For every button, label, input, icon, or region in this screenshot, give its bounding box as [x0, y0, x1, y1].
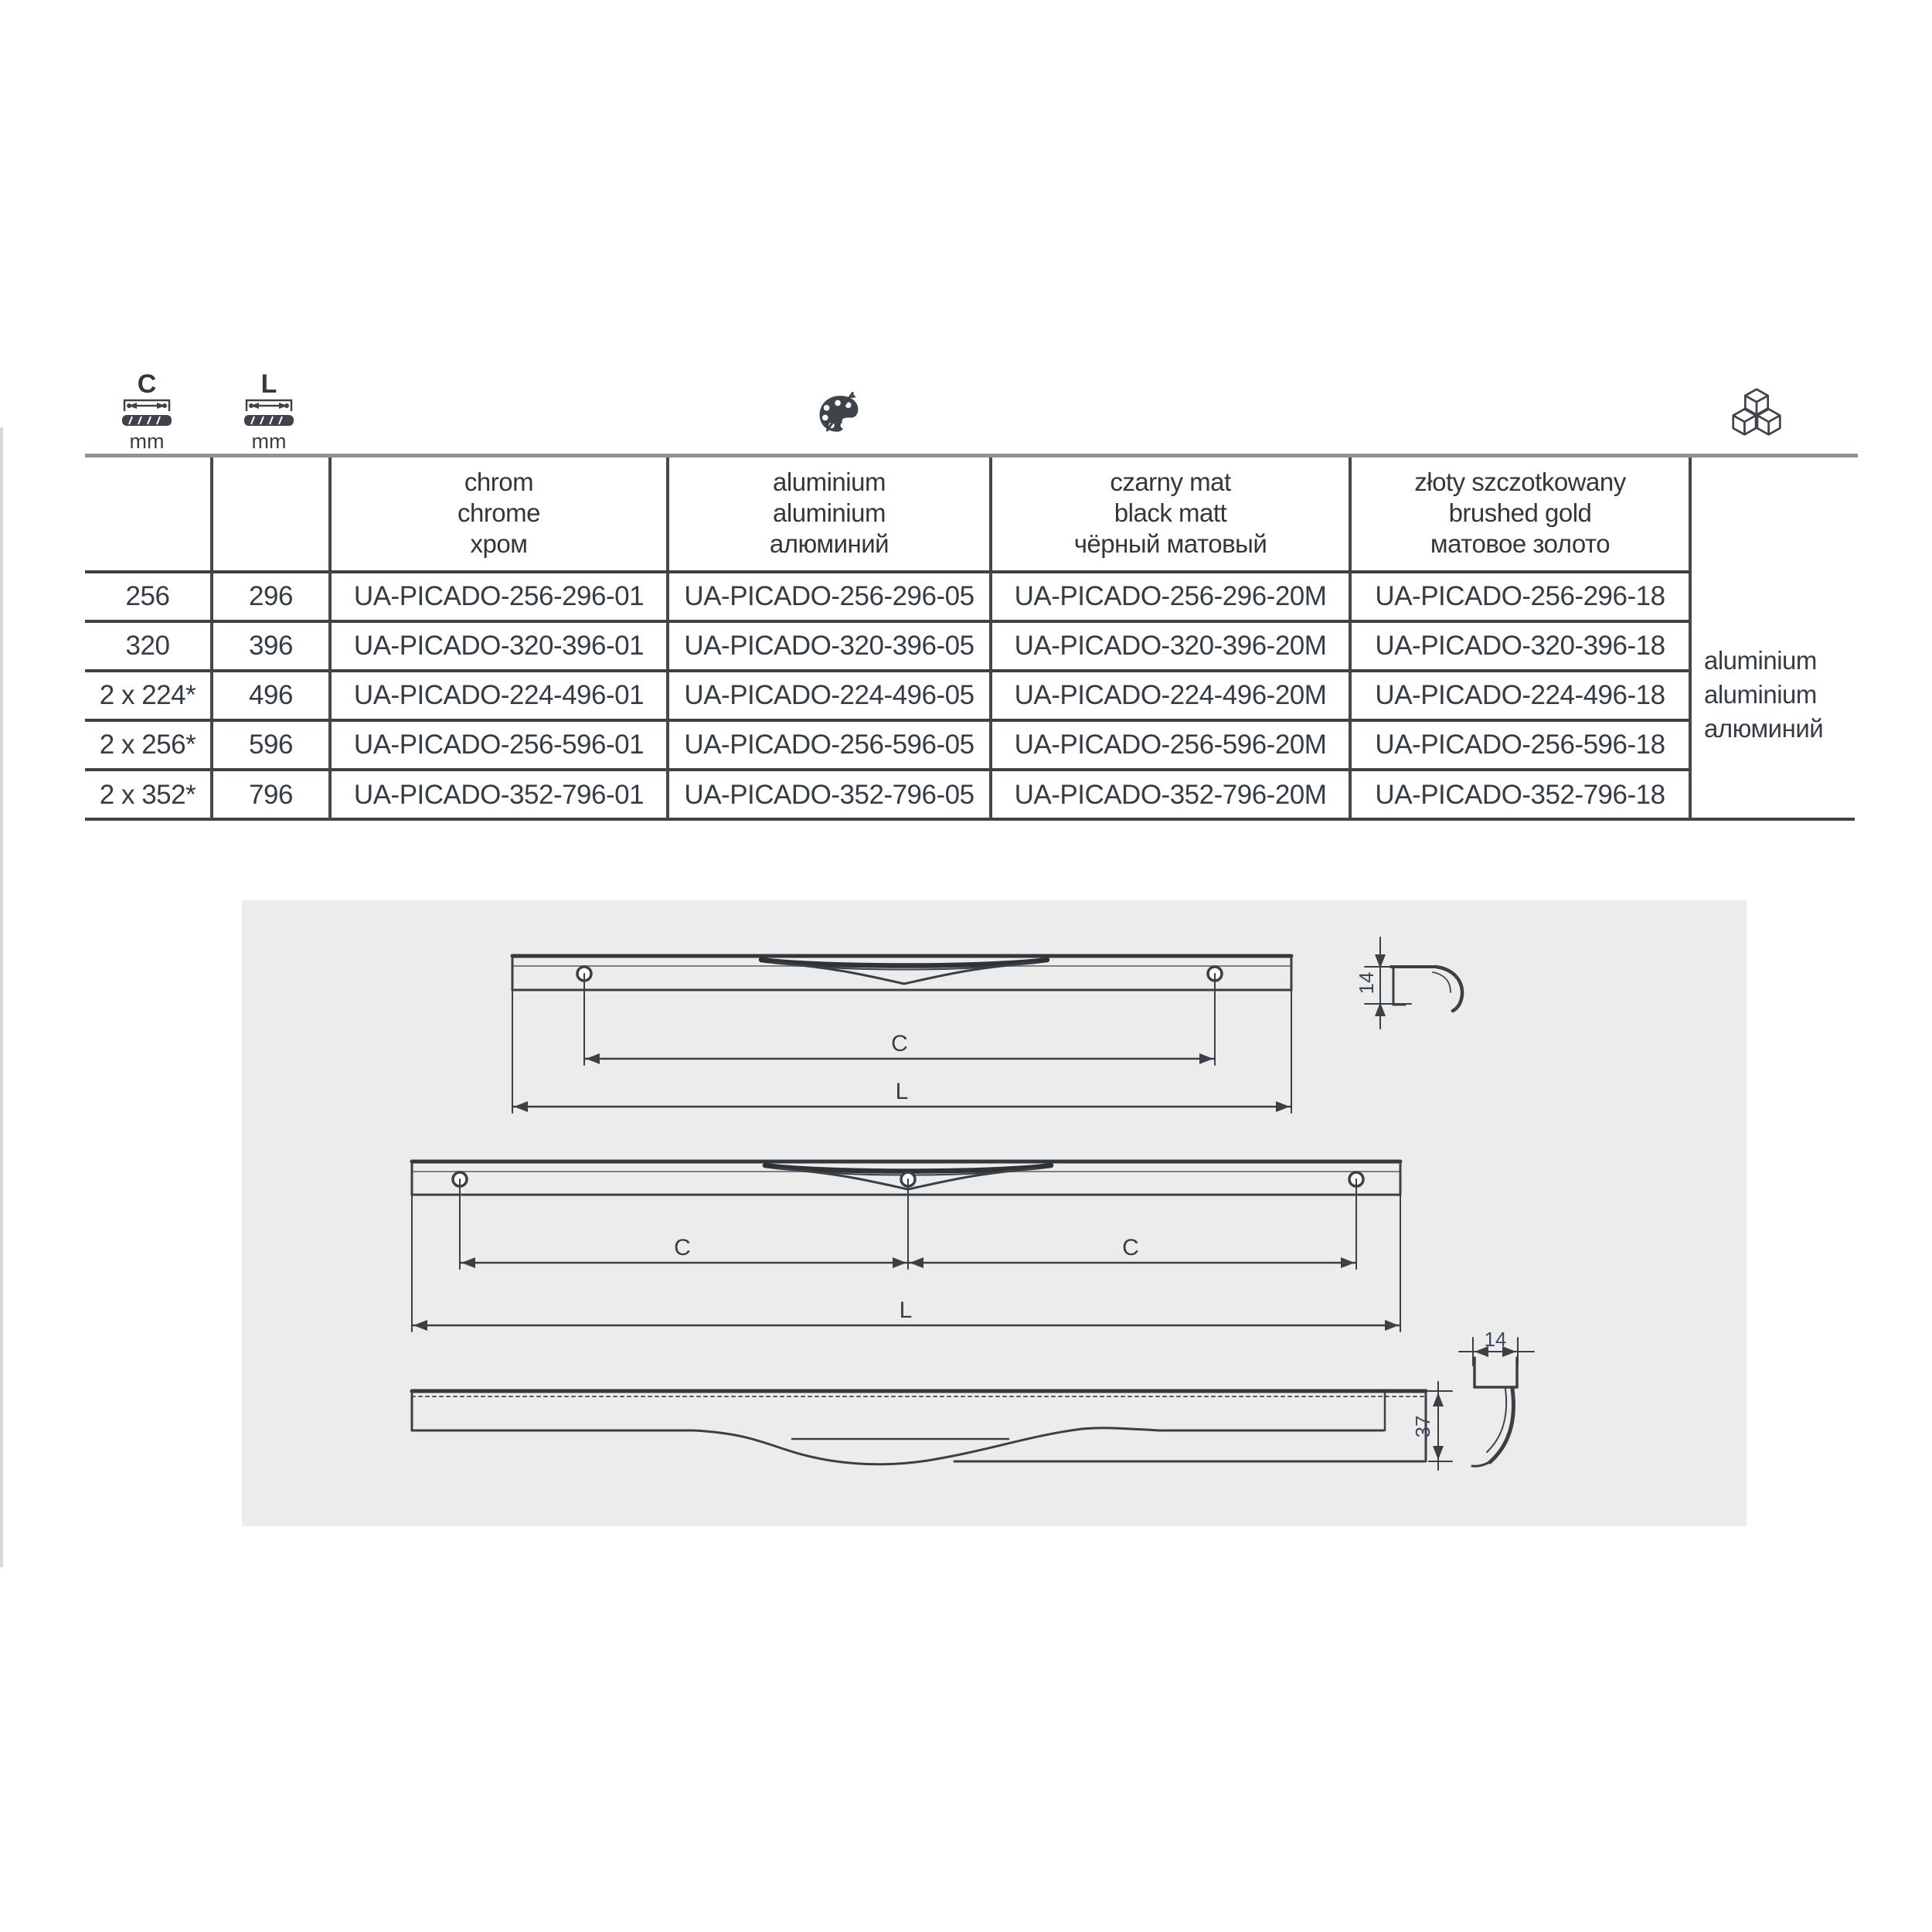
size-l-cell: 496 — [210, 669, 328, 719]
product-code-cell: UA-PICADO-352-796-05 — [666, 768, 989, 819]
handle-side-view — [412, 1382, 1452, 1470]
product-code-cell: UA-PICADO-320-396-20M — [989, 620, 1349, 669]
legend-c-dimension — [85, 369, 209, 453]
header-line: brushed gold — [1448, 498, 1592, 527]
technical-drawing-panel — [242, 900, 1747, 1526]
size-l-cell: 796 — [210, 768, 328, 819]
material-line: aluminium — [1704, 646, 1817, 675]
material-line: aluminium — [1704, 680, 1817, 709]
width-dimension-icon — [121, 399, 172, 430]
spec-table — [85, 456, 1847, 819]
dim-label-c-right: C — [1122, 1235, 1139, 1260]
header-cell-finish — [328, 456, 666, 570]
product-code-cell: UA-PICADO-320-396-01 — [328, 620, 666, 669]
product-code-cell: UA-PICADO-256-596-20M — [989, 719, 1349, 768]
header-cell-finish — [666, 456, 989, 570]
handle-section-top — [1365, 937, 1462, 1029]
handle-section-bottom — [1459, 1338, 1534, 1466]
size-c-cell: 2 x 224* — [85, 669, 210, 719]
header-cell-l — [210, 456, 328, 570]
product-code-cell: UA-PICADO-352-796-20M — [989, 768, 1349, 819]
product-code-cell: UA-PICADO-256-596-01 — [328, 719, 666, 768]
header-cell-material — [1689, 456, 1847, 570]
material-cell — [1689, 570, 1847, 819]
size-c-cell: 320 — [85, 620, 210, 669]
product-code-cell: UA-PICADO-224-496-05 — [666, 669, 989, 719]
technical-drawing-svg — [242, 900, 1747, 1526]
header-line: złoty szczotkowany — [1414, 468, 1626, 496]
header-line: aluminium — [773, 498, 886, 527]
header-line: хром — [470, 529, 528, 558]
size-c-cell: 2 x 352* — [85, 768, 210, 819]
c-dimension-letter: C — [137, 369, 157, 399]
header-line: aluminium — [773, 468, 886, 496]
material-line: алюминий — [1704, 714, 1824, 743]
product-code-cell: UA-PICADO-224-496-18 — [1349, 669, 1689, 719]
header-line: black matt — [1114, 498, 1227, 527]
length-dimension-icon — [243, 399, 294, 430]
dim-label-c-left: C — [674, 1235, 691, 1260]
paint-palette-icon — [816, 390, 861, 437]
header-line: czarny mat — [1110, 468, 1231, 496]
size-l-cell: 296 — [210, 570, 328, 620]
product-code-cell: UA-PICADO-256-296-18 — [1349, 570, 1689, 620]
product-code-cell: UA-PICADO-320-396-05 — [666, 620, 989, 669]
product-code-cell: UA-PICADO-224-496-20M — [989, 669, 1349, 719]
product-code-cell: UA-PICADO-256-296-20M — [989, 570, 1349, 620]
l-dimension-letter: L — [260, 369, 277, 399]
product-code-cell: UA-PICADO-352-796-01 — [328, 768, 666, 819]
c-dimension-unit: mm — [129, 430, 165, 453]
size-l-cell: 596 — [210, 719, 328, 768]
header-cell-finish — [989, 456, 1349, 570]
material-cubes-icon — [1730, 386, 1783, 437]
header-line: чёрный матовый — [1073, 529, 1267, 558]
dim-label-14-bottom: 14 — [1484, 1328, 1507, 1351]
l-dimension-unit: mm — [251, 430, 287, 453]
dim-label-l-long: L — [899, 1298, 913, 1323]
legend-l-dimension — [207, 369, 331, 453]
header-line: алюминий — [769, 529, 889, 558]
header-cell-finish — [1349, 456, 1689, 570]
product-code-cell: UA-PICADO-256-296-01 — [328, 570, 666, 620]
size-c-cell: 2 x 256* — [85, 719, 210, 768]
header-cell-c — [85, 456, 210, 570]
size-c-cell: 256 — [85, 570, 210, 620]
product-code-cell: UA-PICADO-256-596-05 — [666, 719, 989, 768]
dim-label-37: 37 — [1411, 1415, 1434, 1438]
product-code-cell: UA-PICADO-352-796-18 — [1349, 768, 1689, 819]
dim-label-l-short: L — [895, 1079, 909, 1104]
page-edge-line — [0, 427, 3, 1567]
dim-label-c-short: C — [891, 1031, 908, 1056]
header-line: матовое золото — [1430, 529, 1611, 558]
header-line: chrom — [464, 468, 534, 496]
product-code-cell: UA-PICADO-320-396-18 — [1349, 620, 1689, 669]
product-code-cell: UA-PICADO-256-596-18 — [1349, 719, 1689, 768]
header-line: chrome — [457, 498, 541, 527]
size-l-cell: 396 — [210, 620, 328, 669]
dim-label-14-top: 14 — [1355, 971, 1378, 995]
product-code-cell: UA-PICADO-224-496-01 — [328, 669, 666, 719]
product-code-cell: UA-PICADO-256-296-05 — [666, 570, 989, 620]
